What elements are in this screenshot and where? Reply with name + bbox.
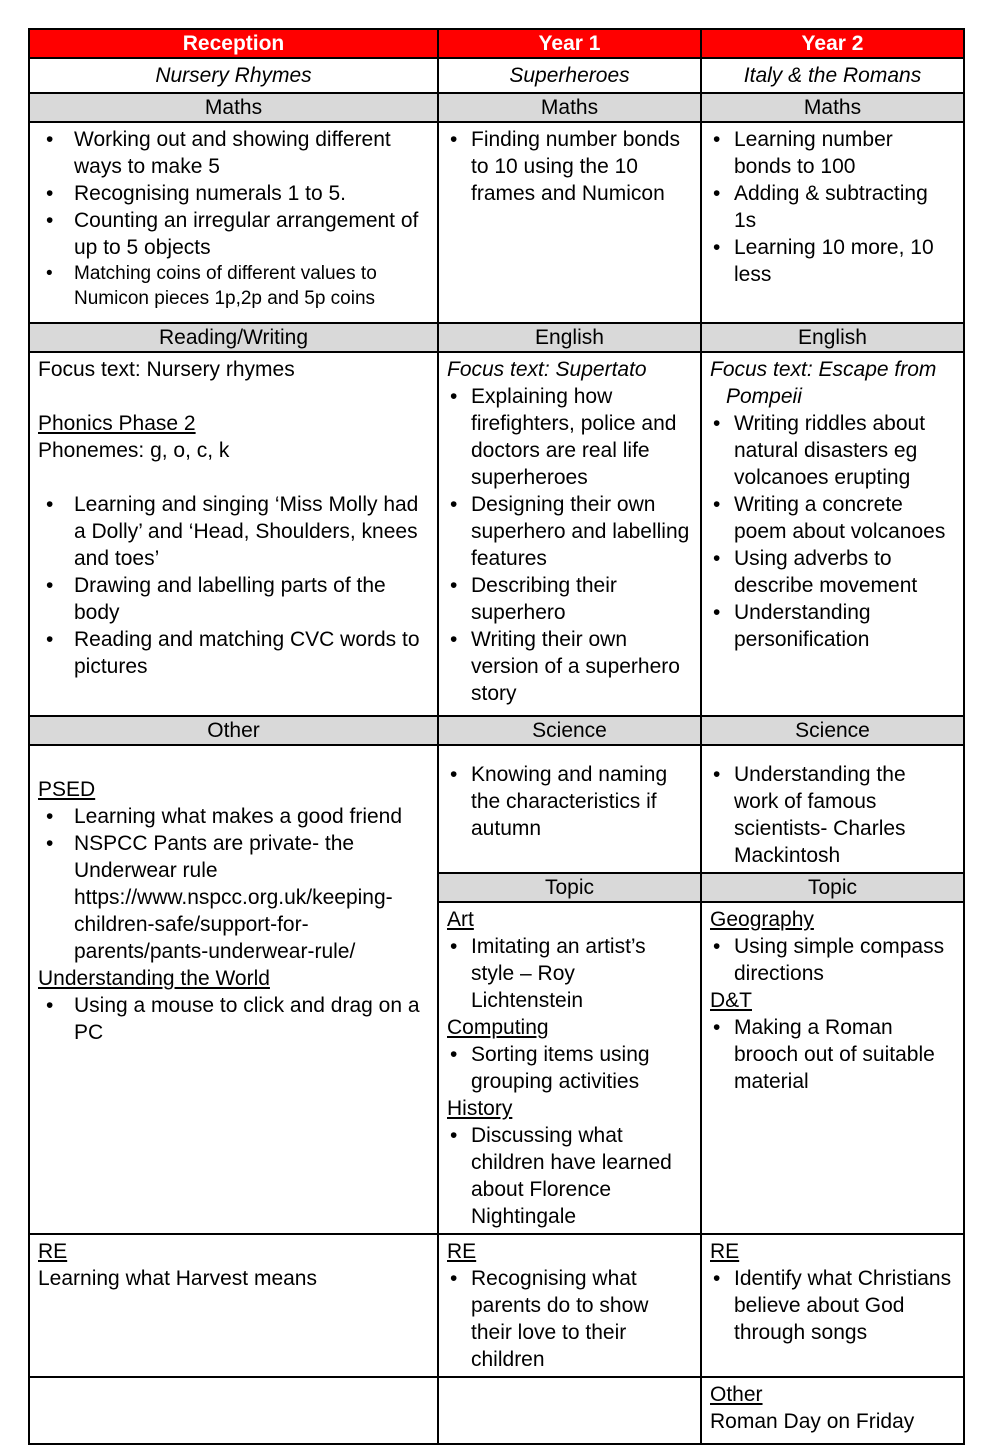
psed-heading: PSED [38, 778, 96, 801]
bullet-text: Recognising what parents do to show their love to their children [471, 1267, 649, 1371]
year1-maths-bullets [447, 126, 692, 207]
theme-year2: Italy & the Romans [701, 58, 964, 93]
bullet-marker: • [713, 763, 721, 786]
bullet-text: Working out and showing different ways to make 5 [74, 128, 391, 178]
topic-header-year2: Topic [701, 873, 964, 902]
theme-year1: Superheroes [438, 58, 701, 93]
bullet-item [38, 992, 429, 1046]
bullet-marker: • [450, 763, 458, 786]
year1-re-bullets [447, 1265, 692, 1373]
year2-topic-cell [701, 902, 964, 1234]
bullet-marker: • [713, 128, 721, 151]
bullet-text: Finding number bonds to 10 using the 10 frames and Numicon [471, 128, 680, 205]
year2-topic-dt-bullets [710, 1014, 955, 1095]
year1-topic-history-heading: History [447, 1097, 513, 1120]
bullet-text: NSPCC Pants are private- the Underwear rule https://www.nspcc.org.uk/keeping-children-safe/support-for-parents/pants-underwear-rule/ [74, 832, 393, 963]
literacy-header-year2: English [701, 323, 964, 352]
year1-science-cell [438, 745, 701, 873]
bullet-text: Using adverbs to describe movement [734, 547, 918, 597]
reception-re-heading: RE [38, 1240, 68, 1263]
year2-focus-text: Focus text: Escape from Pompeii [710, 358, 937, 408]
bullet-item [38, 803, 429, 830]
maths-header-year2: Maths [701, 93, 964, 122]
curriculum-table [28, 28, 965, 1445]
bullet-text: Recognising numerals 1 to 5. [74, 182, 346, 205]
year2-topic-geography-heading: Geography [710, 908, 814, 931]
bullet-marker: • [450, 493, 458, 516]
bullet-item [447, 383, 692, 491]
bottom-row [29, 1377, 964, 1444]
bullet-text: Counting an irregular arrangement of up to 5 objects [74, 209, 419, 259]
year1-topic-art-bullets [447, 933, 692, 1014]
other-header-reception: Other [29, 716, 438, 745]
bullet-item [447, 491, 692, 572]
reception-re-cell [29, 1234, 438, 1377]
bullet-marker: • [46, 574, 54, 597]
year1-re-heading: RE [447, 1240, 477, 1263]
year1-maths-cell [438, 122, 701, 323]
bullet-item [710, 761, 955, 869]
bullet-text: Sorting items using grouping activities [471, 1043, 650, 1093]
bullet-item [38, 626, 429, 680]
bullet-text: Learning and singing ‘Miss Molly had a Dolly’ and ‘Head, Shoulders, knees and toes’ [74, 493, 419, 570]
bullet-item [710, 410, 955, 491]
year2-topic-dt-heading: D&T [710, 989, 752, 1012]
year2-maths-bullets [710, 126, 955, 288]
reception-reading-writing-cell [29, 352, 438, 716]
bullet-item [447, 1041, 692, 1095]
bullet-marker: • [713, 412, 721, 435]
literacy-header-reception: Reading/Writing [29, 323, 438, 352]
bullet-marker: • [46, 832, 54, 855]
bullet-item [38, 261, 429, 311]
maths-content-row [29, 122, 964, 323]
bullet-text: Adding & subtracting 1s [734, 182, 928, 232]
bullet-item [710, 180, 955, 234]
year1-topic-computing-bullets [447, 1041, 692, 1095]
reception-maths-bullets-small [38, 261, 429, 311]
bullet-text: Drawing and labelling parts of the body [74, 574, 386, 624]
bullet-marker: • [46, 493, 54, 516]
year2-re-bullets [710, 1265, 955, 1346]
bullet-text: Using simple compass directions [734, 935, 945, 985]
bullet-text: Designing their own superhero and labelling features [471, 493, 690, 570]
bullet-item [710, 545, 955, 599]
bullet-text: Writing their own version of a superhero story [471, 628, 680, 705]
header-year1: Year 1 [438, 29, 701, 58]
spacer [38, 749, 429, 776]
header-reception: Reception [29, 29, 438, 58]
bullet-text: Learning 10 more, 10 less [734, 236, 934, 286]
bullet-text: Describing their superhero [471, 574, 617, 624]
phonics-heading: Phonics Phase 2 [38, 412, 196, 435]
theme-reception: Nursery Rhymes [29, 58, 438, 93]
other-science-header-row [29, 716, 964, 745]
bullet-marker: • [46, 263, 53, 284]
bullet-item [38, 830, 429, 965]
bullet-item [38, 207, 429, 261]
bullet-text: Reading and matching CVC words to pictures [74, 628, 420, 678]
spacer [38, 464, 429, 491]
reception-focus-text: Focus text: Nursery rhymes [38, 358, 295, 381]
bullet-item [710, 1014, 955, 1095]
bullet-marker: • [713, 601, 721, 624]
bullet-marker: • [450, 1267, 458, 1290]
bullet-item [710, 234, 955, 288]
bullet-marker: • [46, 805, 54, 828]
science-header-year1: Science [438, 716, 701, 745]
bullet-item [38, 126, 429, 180]
science-content-row [29, 745, 964, 873]
year-header-row [29, 29, 964, 58]
reception-maths-cell [29, 122, 438, 323]
bullet-text: Imitating an artist’s style – Roy Lichtenstein [471, 935, 646, 1012]
bullet-marker: • [46, 628, 54, 651]
topic-header-year1: Topic [438, 873, 701, 902]
bullet-text: Using a mouse to click and drag on a PC [74, 994, 420, 1044]
bullet-text: Writing a concrete poem about volcanoes [734, 493, 946, 543]
literacy-header-year1: English [438, 323, 701, 352]
bullet-item [447, 761, 692, 842]
bullet-item [38, 180, 429, 207]
bullet-item [447, 1265, 692, 1373]
year2-other-cell [701, 1377, 964, 1444]
bullet-item [710, 933, 955, 987]
psed-bullets [38, 803, 429, 965]
bullet-text: Writing riddles about natural disasters eg volcanoes erupting [734, 412, 926, 489]
bullet-marker: • [450, 628, 458, 651]
bullet-marker: • [450, 1124, 458, 1147]
spacer [38, 383, 429, 410]
bullet-marker: • [450, 385, 458, 408]
science-header-year2: Science [701, 716, 964, 745]
year2-english-cell [701, 352, 964, 716]
maths-header-row [29, 93, 964, 122]
bullet-marker: • [713, 236, 721, 259]
year2-topic-geography-bullets [710, 933, 955, 987]
bullet-marker: • [46, 209, 54, 232]
year2-science-cell [701, 745, 964, 873]
bullet-item [447, 126, 692, 207]
bullet-text: Learning what makes a good friend [74, 805, 403, 828]
year2-other-text: Roman Day on Friday [710, 1410, 915, 1433]
year1-topic-cell [438, 902, 701, 1234]
bullet-item [447, 626, 692, 707]
year1-focus-text: Focus text: Supertato [447, 358, 647, 381]
reception-bottom-cell-empty [29, 1377, 438, 1444]
bullet-marker: • [713, 182, 721, 205]
bullet-marker: • [713, 1016, 721, 1039]
bullet-marker: • [713, 547, 721, 570]
bullet-text: Understanding personification [734, 601, 871, 651]
bullet-text: Explaining how firefighters, police and doctors are real life superheroes [471, 385, 677, 489]
year1-science-bullets [447, 761, 692, 842]
year2-re-cell [701, 1234, 964, 1377]
year2-maths-cell [701, 122, 964, 323]
bullet-marker: • [46, 994, 54, 1017]
year1-topic-art-heading: Art [447, 908, 474, 931]
phonemes-line: Phonemes: g, o, c, k [38, 439, 230, 462]
bullet-marker: • [450, 935, 458, 958]
reception-reading-writing-bullets [38, 491, 429, 680]
bullet-text: Making a Roman brooch out of suitable material [734, 1016, 935, 1093]
bullet-item [710, 599, 955, 653]
year1-topic-history-bullets [447, 1122, 692, 1230]
year2-re-heading: RE [710, 1240, 740, 1263]
maths-header-reception: Maths [29, 93, 438, 122]
bullet-item [38, 491, 429, 572]
literacy-header-row [29, 323, 964, 352]
understanding-world-bullets [38, 992, 429, 1046]
bullet-marker: • [46, 182, 54, 205]
bullet-marker: • [450, 128, 458, 151]
bullet-item [710, 126, 955, 180]
bullet-text: Matching coins of different values to Numicon pieces 1p,2p and 5p coins [74, 263, 377, 309]
header-year2: Year 2 [701, 29, 964, 58]
year1-re-cell [438, 1234, 701, 1377]
reception-other-cell [29, 745, 438, 1234]
bullet-item [38, 572, 429, 626]
literacy-content-row [29, 352, 964, 716]
bullet-marker: • [713, 935, 721, 958]
year1-topic-computing-heading: Computing [447, 1016, 549, 1039]
spacer [447, 749, 692, 761]
bullet-item [447, 933, 692, 1014]
year2-english-bullets [710, 410, 955, 653]
bullet-item [710, 1265, 955, 1346]
reception-re-text: Learning what Harvest means [38, 1267, 317, 1290]
reception-maths-bullets [38, 126, 429, 261]
bullet-text: Learning number bonds to 100 [734, 128, 893, 178]
maths-header-year1: Maths [438, 93, 701, 122]
year1-english-cell [438, 352, 701, 716]
year2-other-heading: Other [710, 1383, 763, 1406]
year1-english-bullets [447, 383, 692, 707]
bullet-text: Discussing what children have learned about Florence Nightingale [471, 1124, 672, 1228]
bullet-text: Identify what Christians believe about God through songs [734, 1267, 952, 1344]
bullet-marker: • [450, 1043, 458, 1066]
spacer [710, 749, 955, 761]
bullet-text: Understanding the work of famous scientists- Charles Mackintosh [734, 763, 906, 867]
year2-science-bullets [710, 761, 955, 869]
bullet-marker: • [450, 574, 458, 597]
bullet-marker: • [46, 128, 54, 151]
understanding-world-heading: Understanding the World [38, 967, 270, 990]
bullet-marker: • [713, 1267, 721, 1290]
year1-bottom-cell-empty [438, 1377, 701, 1444]
bullet-text: Knowing and naming the characteristics if autumn [471, 763, 668, 840]
bullet-item [447, 1122, 692, 1230]
bullet-item [447, 572, 692, 626]
theme-row [29, 58, 964, 93]
bullet-item [710, 491, 955, 545]
re-row [29, 1234, 964, 1377]
bullet-marker: • [713, 493, 721, 516]
